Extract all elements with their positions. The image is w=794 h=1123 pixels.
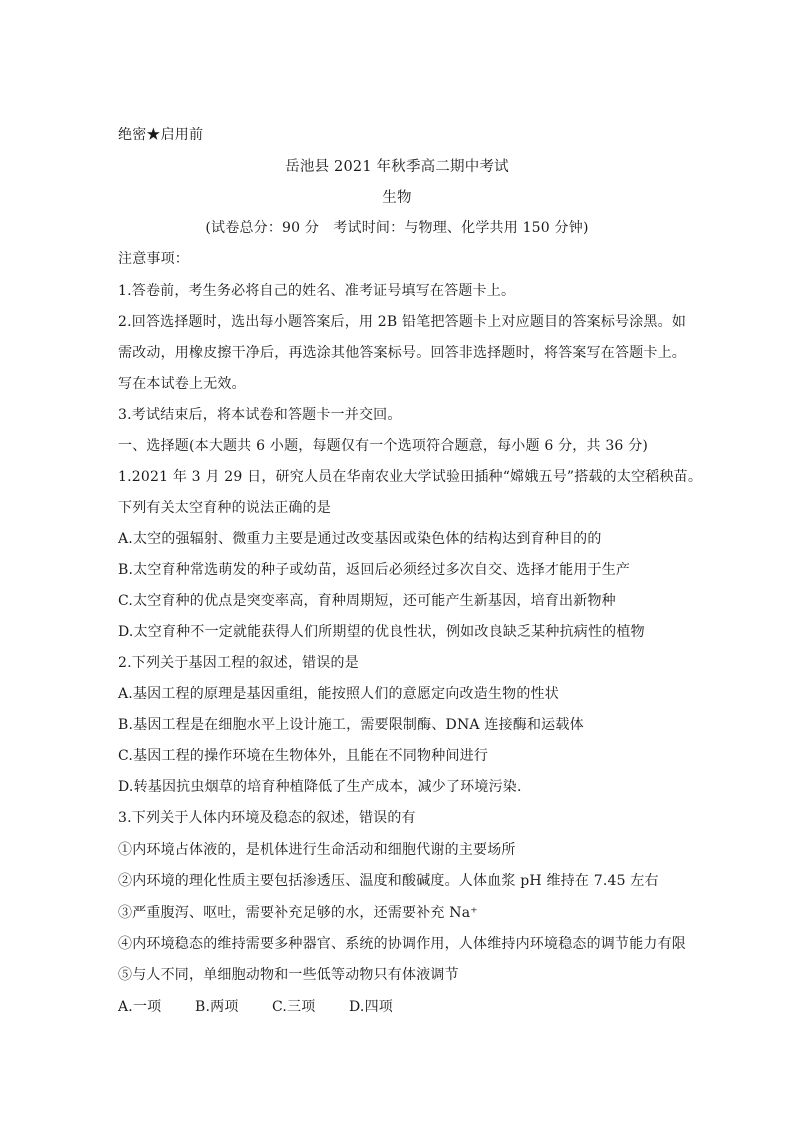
question-3-statement: ③严重腹泻、呕吐，需要补充足够的水，还需要补充 Na⁺ <box>118 905 478 921</box>
secret-mark: 绝密★启用前 <box>118 127 204 143</box>
subject-title: 生物 <box>382 190 412 206</box>
question-1-stem: 1.2021 年 3 月 29 日，研究人员在华南农业大学试验田插种“嫦娥五号”搭载的太空稻秧苗。 <box>118 469 703 485</box>
question-3-statement: ⑤与人不同，单细胞动物和一些低等动物只有体液调节 <box>118 967 459 983</box>
exam-info: (试卷总分：90 分 考试时间：与物理、化学共用 150 分钟) <box>205 220 589 236</box>
question-2-option-d: D.转基因抗虫烟草的培育种植降低了生产成本，减少了环境污染. <box>118 779 522 795</box>
question-1-stem: 下列有关太空育种的说法正确的是 <box>118 500 331 516</box>
question-3-option-a: A.一项 <box>118 999 162 1015</box>
question-3-stem: 3.下列关于人体内环境及稳态的叙述，错误的有 <box>118 810 416 826</box>
question-1-option-a: A.太空的强辐射、微重力主要是通过改变基因或染色体的结构达到育种目的的 <box>118 531 602 547</box>
question-1-option-b: B.太空育种常选萌发的种子或幼苗，返回后必须经过多次自交、选择才能用于生产 <box>118 562 631 578</box>
question-2-option-a: A.基因工程的原理是基因重组，能按照人们的意愿定向改造生物的性状 <box>118 686 559 702</box>
notes-heading: 注意事项： <box>118 251 189 267</box>
note-item: 2.回答选择题时，选出每小题答案后，用 2B 铅笔把答题卡上对应题目的答案标号涂黑。如 <box>118 314 687 330</box>
question-1-option-c: C.太空育种的优点是突变率高，育种周期短，还可能产生新基因，培育出新物种 <box>118 593 616 609</box>
note-item: 3.考试结束后，将本试卷和答题卡一并交回。 <box>118 407 402 423</box>
question-2-stem: 2.下列关于基因工程的叙述，错误的是 <box>118 655 359 671</box>
note-item: 1.答卷前，考生务必将自己的姓名、准考证号填写在答题卡上。 <box>118 283 516 299</box>
section-heading: 一、选择题(本大题共 6 小题，每题仅有一个选项符合题意，每小题 6 分，共 36 分) <box>118 438 649 454</box>
question-3-option-c: C.三项 <box>272 999 316 1015</box>
question-3-statement: ④内环境稳态的维持需要多种器官、系统的协调作用，人体维持内环境稳态的调节能力有限 <box>118 936 686 952</box>
question-1-option-d: D.太空育种不一定就能获得人们所期望的优良性状，例如改良缺乏某种抗病性的植物 <box>118 624 645 640</box>
note-item: 需改动，用橡皮擦干净后，再选涂其他答案标号。回答非选择题时，将答案写在答题卡上。 <box>118 345 686 361</box>
exam-title: 岳池县 2021 年秋季高二期中考试 <box>285 159 509 175</box>
note-item: 写在本试卷上无效。 <box>118 376 246 392</box>
question-3-options <box>118 998 426 1016</box>
question-2-option-c: C.基因工程的操作环境在生物体外，且能在不同物种间进行 <box>118 748 489 764</box>
question-3-statement: ①内环境占体液的，是机体进行生命活动和细胞代谢的主要场所 <box>118 842 516 858</box>
question-3-option-d: D.四项 <box>349 999 393 1015</box>
question-3-option-b: B.两项 <box>195 999 239 1015</box>
question-2-option-b: B.基因工程是在细胞水平上设计施工，需要限制酶、DNA 连接酶和运载体 <box>118 717 584 733</box>
question-3-statement: ②内环境的理化性质主要包括渗透压、温度和酸碱度。人体血浆 pH 维持在 7.45 左右 <box>118 873 659 889</box>
